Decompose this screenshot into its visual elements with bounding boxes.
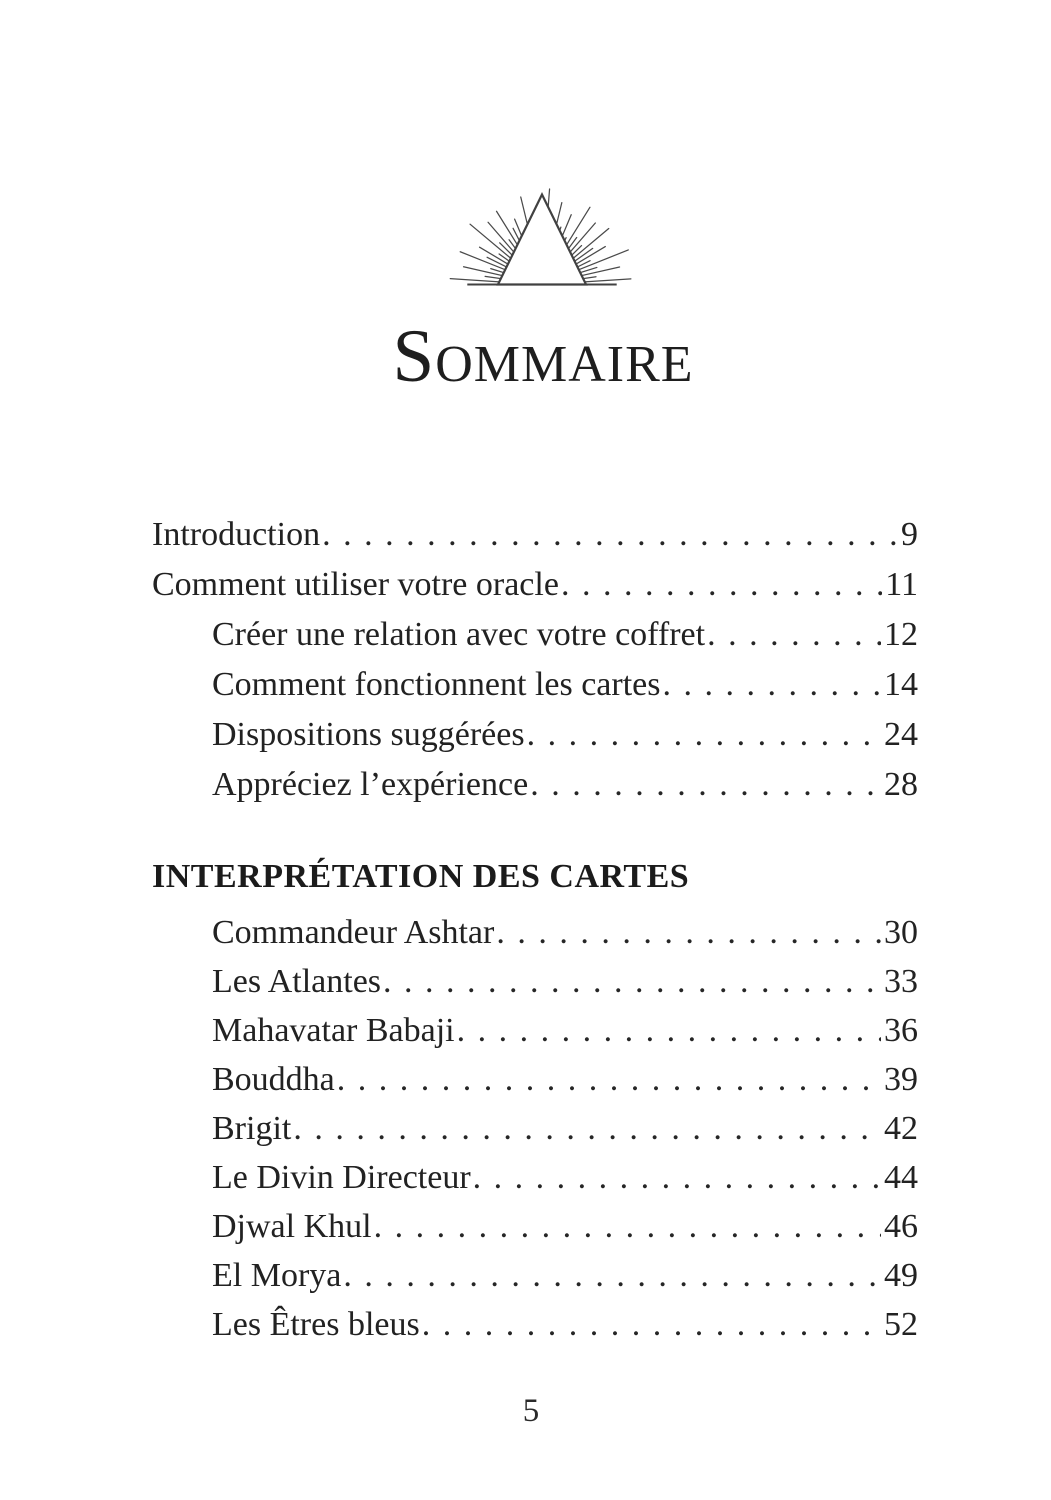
toc-entry-page: 28 xyxy=(884,766,918,803)
toc-entry xyxy=(152,510,918,560)
toc-entry-page: 30 xyxy=(884,914,918,951)
leader-dots xyxy=(707,610,881,660)
toc-entry-page: 52 xyxy=(884,1306,918,1343)
toc-entry-label: Brigit xyxy=(212,1110,292,1147)
leader-dots xyxy=(383,957,881,1006)
page-number: 5 xyxy=(522,1393,540,1429)
toc-entry xyxy=(152,1251,918,1300)
toc-entry-page: 9 xyxy=(901,516,918,553)
toc-entry xyxy=(152,560,918,610)
toc-entry-label: El Morya xyxy=(212,1257,342,1294)
toc-entry-page: 49 xyxy=(884,1257,918,1294)
toc-entry-page: 42 xyxy=(884,1110,918,1147)
leader-dots xyxy=(527,710,881,760)
leader-dots xyxy=(422,1300,881,1349)
toc-entry-label: Le Divin Directeur xyxy=(212,1159,471,1196)
toc-entry xyxy=(152,660,918,710)
leader-dots xyxy=(530,760,881,810)
table-of-contents xyxy=(152,510,918,1349)
toc-entry-label: Les Atlantes xyxy=(212,963,382,1000)
leader-dots xyxy=(337,1055,881,1104)
leader-dots xyxy=(457,1006,881,1055)
toc-entry xyxy=(152,1006,918,1055)
toc-entry-page: 11 xyxy=(885,566,918,603)
toc-entry xyxy=(152,1202,918,1251)
toc-entry xyxy=(152,610,918,660)
toc-entry-page: 46 xyxy=(884,1208,918,1245)
toc-entry xyxy=(152,760,918,810)
toc-entry-page: 24 xyxy=(884,716,918,753)
toc-entry-label: Dispositions suggérées xyxy=(212,716,525,753)
toc-entry-label: Appréciez l’expérience xyxy=(212,766,529,803)
leader-dots xyxy=(496,908,881,957)
toc-entry-label: Comment utiliser votre oracle xyxy=(152,566,559,603)
leader-dots xyxy=(322,510,898,560)
toc-entry-page: 33 xyxy=(884,963,918,1000)
toc-entry-label: Djwal Khul xyxy=(212,1208,372,1245)
toc-entry-label: Créer une relation avec votre coffret xyxy=(212,616,706,653)
leader-dots xyxy=(374,1202,881,1251)
toc-entry xyxy=(152,1300,918,1349)
sunburst-triangle-icon xyxy=(446,183,638,296)
toc-section-header: INTERPRÉTATION DES CARTES xyxy=(152,858,690,895)
toc-entry xyxy=(152,1153,918,1202)
toc-entry xyxy=(152,710,918,760)
toc-entry-label: Introduction xyxy=(152,516,321,553)
toc-entry-label: Commandeur Ashtar xyxy=(212,914,495,951)
toc-entry-label: Bouddha xyxy=(212,1061,335,1098)
toc-entry xyxy=(152,1055,918,1104)
toc-entry-page: 14 xyxy=(884,666,918,703)
toc-entry xyxy=(152,908,918,957)
triangle-shape xyxy=(498,194,586,284)
toc-entry-page: 36 xyxy=(884,1012,918,1049)
toc-entry xyxy=(152,957,918,1006)
toc-entry-label: Les Êtres bleus xyxy=(212,1306,420,1343)
toc-entry-page: 12 xyxy=(884,616,918,653)
leader-dots xyxy=(663,660,882,710)
leader-dots xyxy=(561,560,882,610)
leader-dots xyxy=(473,1153,881,1202)
toc-entry-page: 39 xyxy=(884,1061,918,1098)
page-title: SOMMAIRE xyxy=(392,315,694,398)
toc-entry-label: Comment fonctionnent les cartes xyxy=(212,666,661,703)
toc-entry-page: 44 xyxy=(884,1159,918,1196)
toc-entry xyxy=(152,1104,918,1153)
toc-entry-label: Mahavatar Babaji xyxy=(212,1012,455,1049)
leader-dots xyxy=(293,1104,881,1153)
leader-dots xyxy=(343,1251,881,1300)
